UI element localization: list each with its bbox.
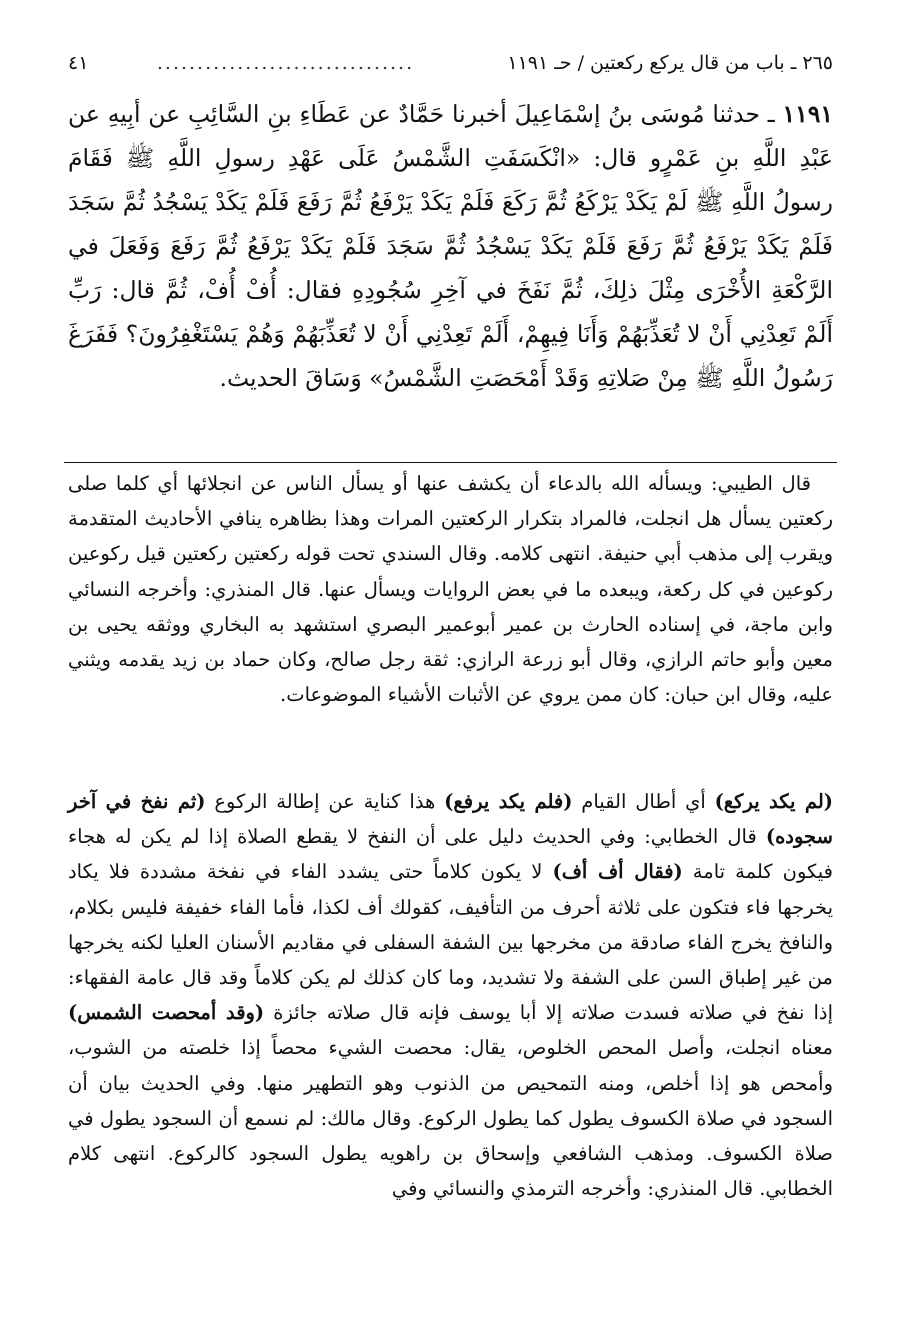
hadith-text (68, 92, 833, 400)
hadith-number: ١١٩١ (782, 100, 833, 128)
chapter-title: ٢٦٥ ـ باب من قال يركع ركعتين / حـ ١١٩١ (507, 52, 833, 74)
lemma: (وقد أمحصت الشمس) (68, 1001, 265, 1025)
leader-dots: ................................ (156, 52, 415, 74)
lemma: (فقال أف أف) (552, 860, 683, 884)
commentary-paragraph: قال الطيبي: ويسأله الله بالدعاء أن يكشف عنها أو يسأل الناس عن انجلائها أي كلما صلى ركعتين يسأل هل انجلت، فالمراد بتكرار الركعتين المرات وهذا بظاهره ينافي الأحاديث المتقدمة ويقرب إلى مذهب أبي حنيفة. انتهى كلامه. وقال السندي تحت قوله ركعتين ركعتين قيل ركوعين ركوعين في كل ركعة، ويبعده ما في بعض الروايات ويسأل عنها. قال المنذري: وأخرجه النسائي وابن ماجة، في إسناده الحارث بن عمير أبوعمير البصري استشهد به البخاري ووثقه يحيى بن معين وأبو حاتم الرازي، وقال أبو زرعة الرازي: ثقة رجل صالح، وكان حماد بن زيد يقدمه ويثني عليه، وقال ابن حبان: كان ممن يروي عن الأثبات الأشياء الموضوعات. (68, 472, 833, 707)
commentary-text: أي أطال القيام (572, 790, 715, 813)
lemma: (لم يكد يركع) (714, 790, 834, 813)
commentary-text: لا يكون كلاماً حتى يشدد الفاء في نفخة مشددة فلا يكاد يخرجها فاء فتكون على ثلاثة أحرف من التأفيف، كقولك أف لكذا، فأما الفاء خفيفة فليس بكلام، والنافخ يخرج الفاء صادقة من مخرجها بين الشفة السفلى في مقاديم الأسنان العليا لكنه يخرجها من غير إطباق السن على الشفة ولا تشديد، وما كان كذلك لم يكن كلاماً وقد قال عامة الفقهاء: إذا نفخ في صلاته فسدت صلاته إلا أبا يوسف فإنه قال صلاته جائزة (68, 860, 834, 1025)
running-header (68, 46, 833, 80)
hadith-body: ـ حدثنا مُوسَى بنُ إسْمَاعِيلَ أخبرنا حَمَّادٌ عن عَطَاءِ بنِ السَّائِبِ عن أبِيهِ عن عَبْدِ اللَّهِ بنِ عَمْرٍو قال: «انْكَسَفَتِ الشَّمْسُ عَلَى عَهْدِ رسولِ اللَّهِ ﷺ فَقَامَ رسولُ اللَّهِ ﷺ لَمْ يَكَدْ يَرْكَعُ ثُمَّ رَكَعَ فَلَمْ يَكَدْ يَرْفَعُ ثُمَّ رَفَعَ فَلَمْ يَكَدْ يَسْجُدُ ثُمَّ سَجَدَ فَلَمْ يَكَدْ يَرْفَعُ ثُمَّ رَفَعَ فَلَمْ يَكَدْ يَسْجُدُ ثُمَّ سَجَدَ فَلَمْ يَكَدْ يَرْفَعُ ثُمَّ رَفَعَ وَفَعَلَ في الرَّكْعَةِ الأُخْرَى مِثْلَ ذلِكَ، ثُمَّ نَفَخَ في آخِرِ سُجُودِهِ فقال: أُفْ أُفْ، ثُمَّ قال: رَبِّ أَلَمْ تَعِدْنِي أَنْ لا تُعَذِّبَهُمْ وَأَنَا فِيهِمْ، أَلَمْ تَعِدْنِي أَنْ لا تُعَذِّبَهُمْ وَهُمْ يَسْتَغْفِرُونَ؟ فَفَرَغَ رَسُولُ اللَّهِ ﷺ مِنْ صَلاتِهِ وَقَدْ أَمْحَصَتِ الشَّمْسُ» وَسَاقَ الحديث. (68, 100, 833, 392)
lemma: (ثم نفخ في آخر سجوده) (68, 790, 833, 849)
book-page (68, 0, 833, 1343)
commentary-text: قال الخطابي: وفي الحديث دليل على أن النفخ لا يقطع الصلاة إذا لم يكن له هجاء فيكون كلمة تامة (68, 825, 834, 884)
separator-rule (64, 462, 837, 463)
page-number: ٤١ (68, 52, 89, 74)
commentary-section-2 (68, 784, 833, 1206)
commentary-text: هذا كناية عن إطالة الركوع (205, 790, 445, 813)
commentary-text: معناه انجلت، وأصل المحص الخلوص، يقال: محصت الشيء محصاً إذا خلصته من الشوب، وأمحص هو إذا أخلص، ومنه التمحيص من الذنوب وهو التطهير منها. وفي الحديث بيان أن السجود في صلاة الكسوف يطول كما يطول الركوع. وقال مالك: لم نسمع أن السجود يطول في صلاة الكسوف. ومذهب الشافعي وإسحاق بن راهويه يطول السجود كالركوع. انتهى كلام الخطابي. قال المنذري: وأخرجه الترمذي والنسائي وفي (68, 1036, 833, 1201)
commentary-section-1 (68, 466, 833, 712)
lemma: (فلم يكد يرفع) (444, 790, 573, 813)
commentary-paragraph (68, 784, 833, 1206)
